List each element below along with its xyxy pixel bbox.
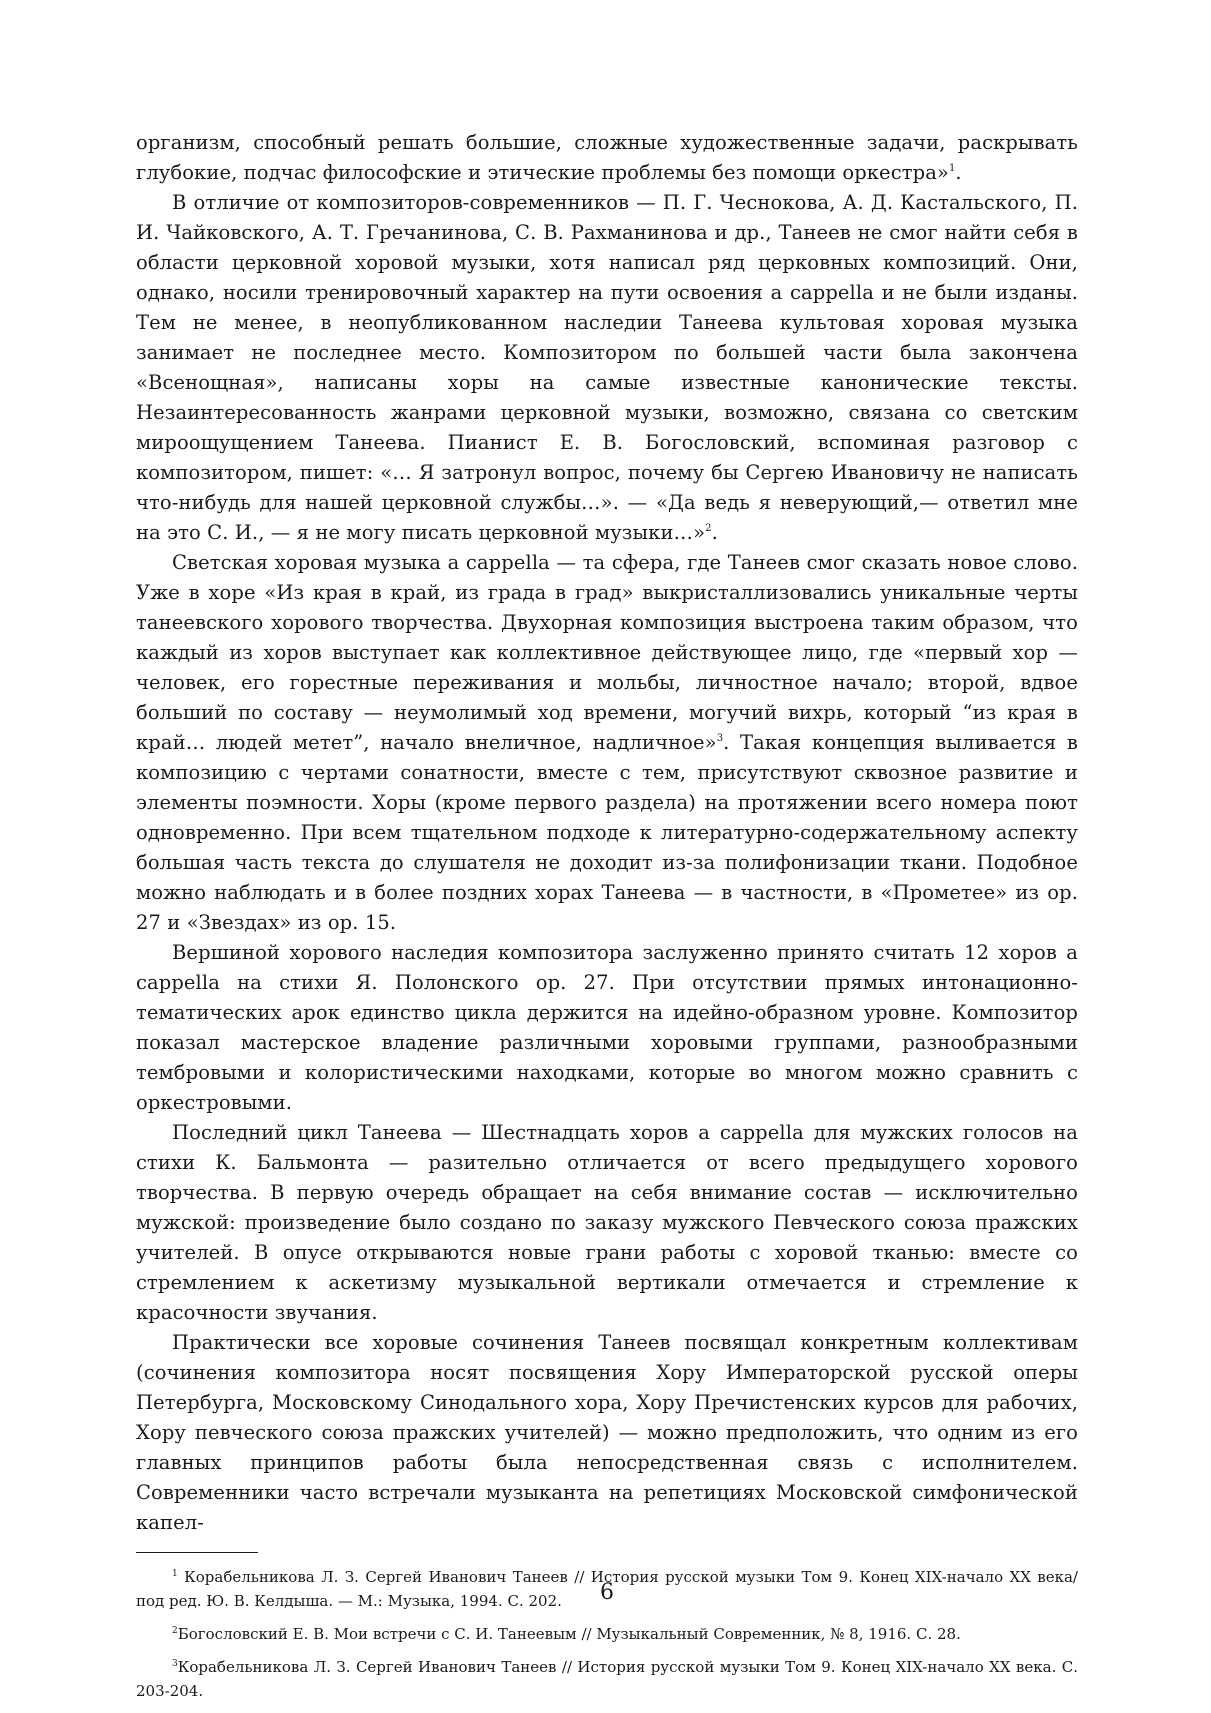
paragraph-3: Светская хоровая музыка a cappella — та сфера, где Танеев смог сказать новое слово. Уже в хоре «Из края в край, из града в град» выкристаллизовались уникальные черты танеевского хорового творчества. Двухорная композиция выстроена таким образом, что каждый из хоров выступает как коллективное действующее лицо, где «первый хор — человек, его горестные переживания и мольбы, личностное начало; второй, вдвое больший по составу — неумолимый ход времени, могучий вихрь, который “из края в край… людей метет”, начало внеличное, надличное»$^3$. Такая концепция выливается в композицию с чертами сонатности, вместе с тем, присутствуют сквозное развитие и элементы поэмности. Хоры (кроме первого раздела) на протяжении всего номера поют одновременно. При всем тщательном подходе к литературно-содержательному аспекту большая часть текста до слушателя не доходит из-за полифонизации ткани. Подобное можно наблюдать и в более поздних хорах Танеева — в частности, в «Прометее» из ор. 27 и «Звездах» из ор. 15. [136, 551, 1078, 934]
paragraph-5: Последний цикл Танеева — Шестнадцать хоров a cappella для мужских голосов на стихи К. Бальмонта — разительно отличается от всего предыдущего хорового творчества. В первую очередь обращает на себя внимание состав — исключительно мужской: произведение было создано по заказу мужского Певческого союза пражских учителей. В опусе открываются новые грани работы с хоровой тканью: вместе со стремлением к аскетизму музыкальной вертикали отмечается и стремление к красочности звучания. [136, 1121, 1078, 1324]
footnote-ref-3[interactable]: 3 [716, 733, 724, 744]
paragraph-1: организм, способный решать большие, сложные художественные задачи, раскрывать глубокие, подчас философские и этические проблемы без помощи оркестра»$^1$. [136, 131, 1078, 184]
paragraph-6: Практически все хоровые сочинения Танеев посвящал конкретным коллективам (сочинения композитора носят посвящения Хору Императорской русской оперы Петербурга, Московскому Синодального хора, Хору Пречистенских курсов для рабочих, Хору певческого союза пражских учителей) — можно предположить, что одним из его главных принципов работы была непосредственная связь с исполнителем. Современники часто встречали музыканта на репетициях Московской симфонической капел- [136, 1331, 1078, 1534]
body-text [136, 128, 1078, 1538]
footnote-number-1: 1 [172, 1569, 178, 1579]
document-page [136, 128, 1078, 1700]
footnote-3: $^3$Корабельникова Л. З. Сергей Иванович Танеев // История русской музыки Том 9. Конец XIX-начало XX века. С. 203-204. [136, 1658, 1078, 1700]
page-number: 6 [600, 1580, 614, 1605]
footnote-separator [136, 1552, 258, 1553]
footnote-number-3: 3 [172, 1659, 178, 1669]
footnote-ref-2[interactable]: 2 [705, 523, 712, 534]
footnote-2: $^2$Богословский Е. В. Мои встречи с С. И. Танеевым // Музыкальный Современник, № 8, 1916. С. 28. [172, 1625, 961, 1643]
footnote-1: $^1$ Корабельникова Л. З. Сергей Иванович Танеев // История русской музыки Том 9. Конец XIX-начало XX века/ под ред. Ю. В. Келдыша. — М.: Музыка, 1994. С. 202. [136, 1568, 1078, 1610]
paragraph-4: Вершиной хорового наследия композитора заслуженно принято считать 12 хоров a cappella на стихи Я. Полонского ор. 27. При отсутствии прямых интонационно-тематических арок единство цикла держится на идейно-образном уровне. Композитор показал мастерское владение различными хоровыми группами, разнообразными тембровыми и колористическими находками, которые во многом можно сравнить с оркестровыми. [136, 941, 1078, 1114]
footnote-number-2: 2 [172, 1626, 178, 1636]
paragraph-2: В отличие от композиторов-современников — П. Г. Чеснокова, А. Д. Кастальского, П. И. Чайковского, А. Т. Гречанинова, С. В. Рахманинова и др., Танеев не смог найти себя в области церковной хоровой музыки, хотя написал ряд церковных композиций. Они, однако, носили тренировочный характер на пути освоения a cappella и не были изданы. Тем не менее, в неопубликованном наследии Танеева культовая хоровая музыка занимает не последнее место. Композитором по большей части была закончена «Всенощная», написаны хоры на самые известные канонические тексты. Незаинтересованность жанрами церковной музыки, возможно, связана со светским мироощущением Танеева. Пианист Е. В. Богословский, вспоминая разговор с композитором, пишет: «… Я затронул вопрос, почему бы Сергею Ивановичу не написать что-нибудь для нашей церковной службы…». — «Да ведь я неверующий,— ответил мне на это С. И., — я не могу писать церковной музыки…»$^2$. [136, 191, 1078, 544]
footnote-ref-1[interactable]: 1 [948, 163, 956, 174]
